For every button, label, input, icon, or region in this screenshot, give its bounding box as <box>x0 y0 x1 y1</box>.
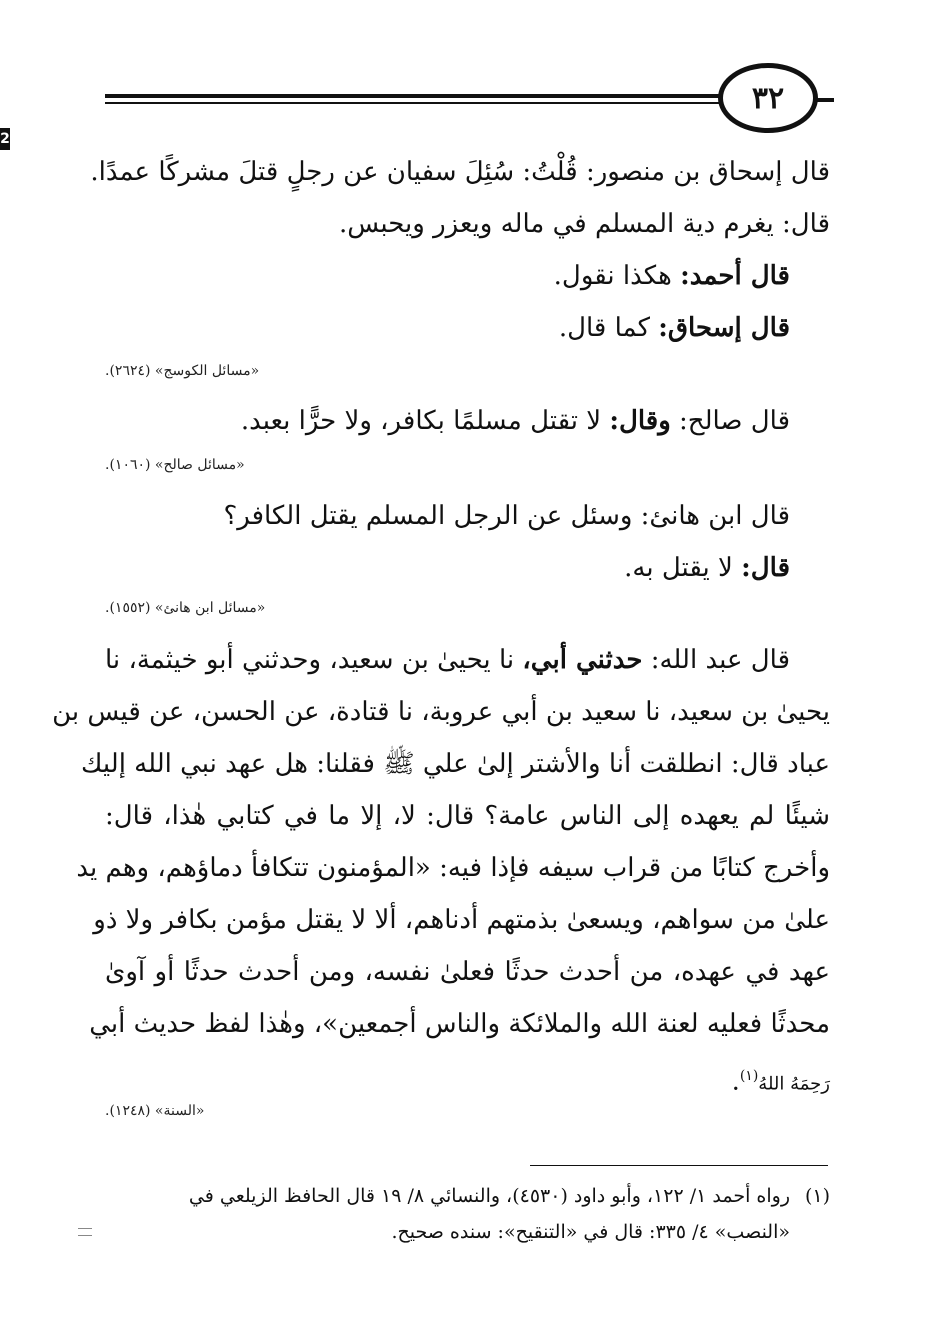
source-reference <box>105 451 830 479</box>
main-text <box>90 146 830 354</box>
main-text <box>105 395 830 447</box>
text-line: عباد قال: انطلقت أنا والأشتر إلىٰ علي ﷺ فقلنا: هل عهد نبي الله إليك <box>81 749 830 779</box>
footnote-line: «النصب» ٤/ ٣٣٥: قال في «التنقيح»: سنده صحيح. <box>391 1221 790 1243</box>
footnote-marker: (١) <box>739 1068 759 1084</box>
text-line: عهد في عهده، من أحدث حدثًا فعلىٰ نفسه، ومن أحدث حدثًا أو آوىٰ <box>105 957 830 987</box>
source-reference <box>105 1097 830 1125</box>
text-span: هكذا نقول. <box>553 261 681 291</box>
speaker-label: قال إسحاق: <box>658 313 790 343</box>
edge-mark: 2 <box>0 128 10 150</box>
text-line <box>105 634 830 686</box>
header-rule-bottom <box>105 102 730 104</box>
speaker-label: قال: <box>741 553 790 583</box>
footnotes <box>105 1178 830 1250</box>
speaker-label: حدثني أبي، <box>522 645 643 675</box>
text-line <box>105 250 830 302</box>
page-number: ٣٢ <box>718 63 818 133</box>
reference-line: «مسائل الكوسج» (٢٦٢٤). <box>105 363 260 379</box>
honorific: رَحِمَهُ اللهُ <box>758 1073 830 1095</box>
reference-line: «السنة» (١٢٤٨). <box>105 1103 205 1119</box>
text-line: قال ابن هانئ: وسئل عن الرجل المسلم يقتل الكافر؟ <box>223 501 790 531</box>
text-line <box>105 302 830 354</box>
reference-line: «مسائل ابن هانئ» (١٥٥٢). <box>105 600 266 616</box>
source-reference <box>105 594 830 622</box>
footnote-text: رواه أحمد ١/ ١٢٢، وأبو داود (٤٥٣٠)، والنسائي ٨/ ١٩ قال الحافظ الزيلعي في <box>188 1185 790 1207</box>
main-text <box>52 634 830 1102</box>
text-line: محدثًا فعليه لعنة الله والملائكة والناس أجمعين»، وهٰذا لفظ حديث أبي <box>89 1009 830 1039</box>
text-line: قال: يغرم دية المسلم في ماله ويعزر ويحبس. <box>339 209 830 239</box>
speaker-label: قال أحمد: <box>680 261 790 291</box>
source-reference <box>105 357 830 385</box>
text-span: لا تقتل مسلمًا بكافر، ولا حرًّا بعبد. <box>240 406 610 436</box>
text-span: قال عبد الله: <box>642 645 790 675</box>
text-span: لا يقتل به. <box>624 553 742 583</box>
footnote-rule <box>530 1165 828 1166</box>
text-span: نا يحيىٰ بن سعيد، وحدثني أبو خيثمة، نا <box>105 645 523 675</box>
text-line: وأخرج كتابًا من قراب سيفه فإذا فيه: «المؤمنون تتكافأ دماؤهم، وهم يد <box>76 853 830 883</box>
text-line: يحيىٰ بن سعيد، نا سعيد بن أبي عروبة، نا قتادة، عن الحسن، عن قيس بن <box>52 697 830 727</box>
text-line: شيئًا لم يعهده إلى الناس عامة؟ قال: لا، إلا ما في كتابي هٰذا، قال: <box>105 801 830 831</box>
header-rule-top <box>105 94 730 98</box>
footnote-line <box>105 1178 830 1214</box>
text-line <box>105 542 830 594</box>
margin-mark <box>78 1228 92 1236</box>
main-text <box>105 490 830 594</box>
reference-line: «مسائل صالح» (١٠٦٠). <box>105 457 245 473</box>
footnote-number: (١) <box>804 1185 830 1207</box>
text-span: كما قال. <box>558 313 659 343</box>
text-line: علىٰ من سواهم، ويسعىٰ بذمتهم أدناهم، ألا لا يقتل مؤمن بكافر ولا ذو <box>93 905 830 935</box>
text-span: قال صالح: <box>670 406 790 436</box>
text-line: قال إسحاق بن منصور: قُلْتُ: سُئِلَ سفيان عن رجلٍ قتلَ مشركًا عمدًا. <box>90 157 830 187</box>
text-line <box>105 395 830 447</box>
speaker-label: وقال: <box>609 406 671 436</box>
text-line: رَحِمَهُ اللهُ$^{(١)}$. <box>731 1066 830 1097</box>
